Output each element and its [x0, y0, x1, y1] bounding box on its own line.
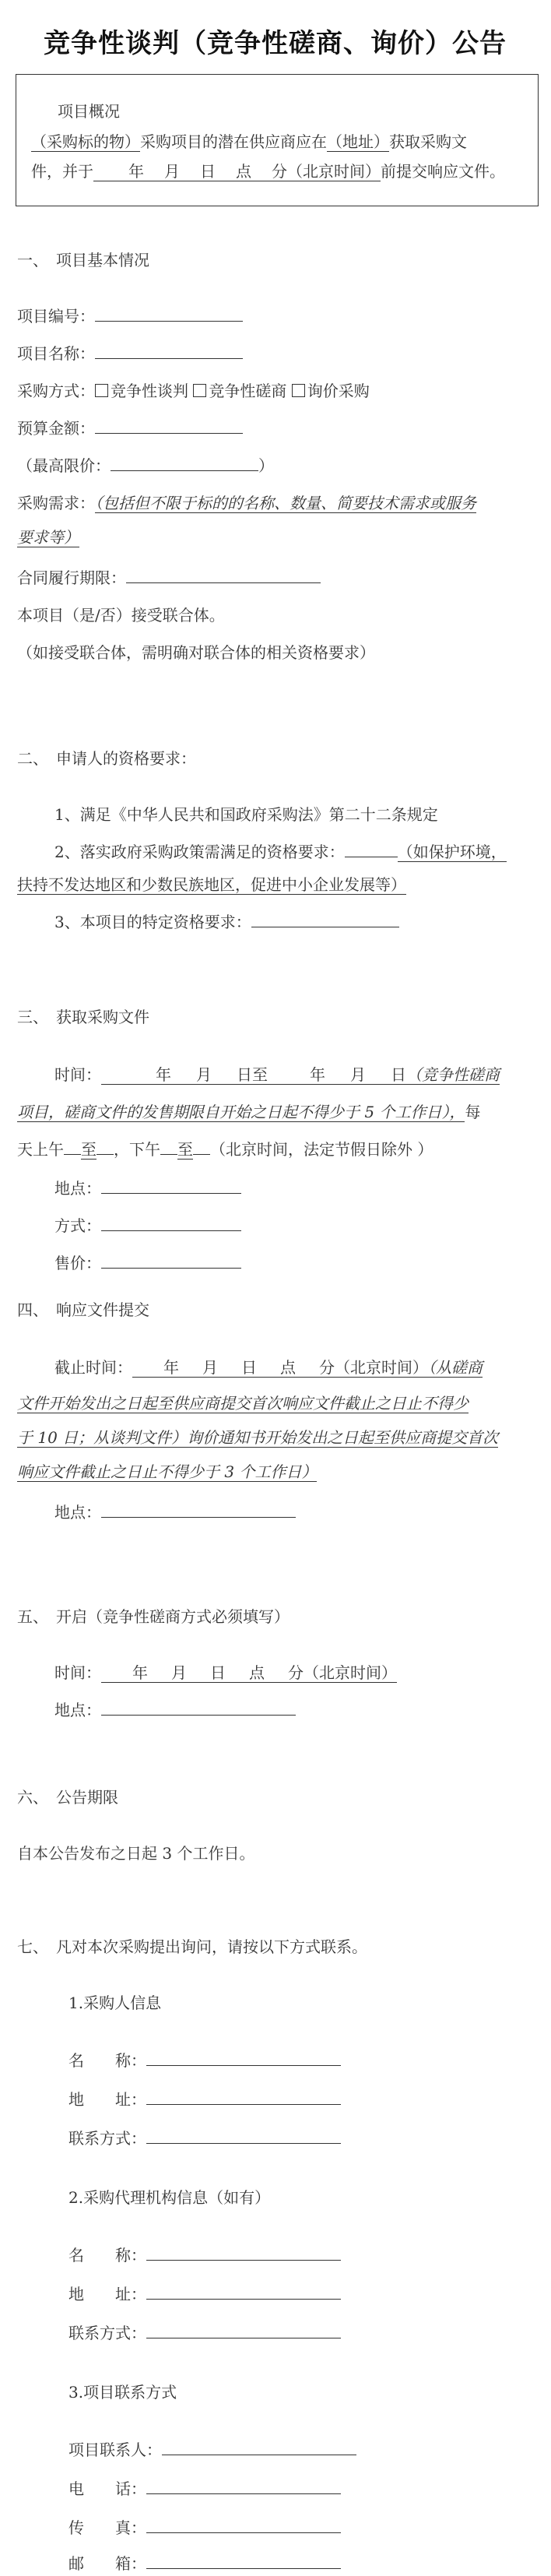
- overview-subject: （采购标的物）: [31, 132, 140, 151]
- demand-field-cont: 要求等）: [17, 528, 79, 547]
- deadline-note-3: 于 10 日；从谈判文件）询价通知书开始发出之日起至供应商提交首次: [17, 1428, 499, 1447]
- project-contact-person: 项目联系人：: [68, 2437, 356, 2460]
- project-name-field: 项目名称：: [17, 341, 243, 364]
- overview-heading: 项目概况: [58, 102, 120, 121]
- obtain-place: 地点：: [54, 1176, 241, 1198]
- overview-line-2: 件，并于 年 月 日 点 分（北京时间）前提交响应文件。: [31, 162, 505, 181]
- section-7-heading: 七、 凡对本次采购提出询问，请按以下方式联系。: [17, 1937, 367, 1956]
- method-checkbox-inquiry[interactable]: [292, 384, 305, 397]
- project-contact-heading: 3.项目联系方式: [68, 2383, 177, 2402]
- overview-deadline: 年 月 日 点 分（北京时间）: [93, 162, 381, 181]
- requirement-3: 3、本项目的特定资格要求：: [54, 910, 399, 932]
- obtain-time-note: 项目，磋商文件的发售期限自开始之日起不得少于 5 个工作日），每: [17, 1103, 481, 1121]
- contract-period-field: 合同履行期限：: [17, 565, 321, 588]
- submit-place: 地点：: [54, 1500, 296, 1522]
- obtain-time-line: 时间： 年 月 日至 年 月 日（竞争性磋商: [54, 1065, 500, 1084]
- deadline-note-2: 文件开始发出之日起至供应商提交首次响应文件截止之日止不得少: [17, 1394, 469, 1413]
- overview-address: （地址）: [327, 132, 389, 151]
- agency-address: 地 址：: [68, 2282, 341, 2304]
- method-checkbox-consultation[interactable]: [193, 384, 206, 397]
- purchaser-name: 名 称：: [68, 2048, 341, 2071]
- project-contact-phone: 电 话：: [68, 2476, 341, 2499]
- obtain-price: 售价：: [54, 1251, 241, 1273]
- consortium-note: （如接受联合体，需明确对联合体的相关资格要求）: [17, 643, 375, 662]
- project-contact-fax: 传 真：: [68, 2515, 341, 2538]
- section-6-heading: 六、 公告期限: [17, 1788, 118, 1807]
- section-3-heading: 三、 获取采购文件: [17, 1008, 149, 1026]
- section-5-heading: 五、 开启（竞争性磋商方式必须填写）: [17, 1607, 290, 1626]
- requirement-1: 1、满足《中华人民共和国政府采购法》第二十二条规定: [54, 805, 438, 824]
- procurement-method-field: 采购方式： 竞争性谈判 竞争性磋商 询价采购: [17, 382, 370, 400]
- section-2-heading: 二、 申请人的资格要求：: [17, 749, 196, 768]
- demand-field: 采购需求：（包括但不限于标的的名称、数量、简要技术需求或服务: [17, 494, 476, 512]
- method-checkbox-negotiation[interactable]: [95, 384, 108, 397]
- agency-name: 名 称：: [68, 2243, 341, 2265]
- deadline-line: 截止时间： 年 月 日 点 分（北京时间）（从磋商: [54, 1358, 483, 1377]
- requirement-2: 2、落实政府采购政策需满足的资格要求： （如保护环境，: [54, 843, 507, 861]
- purchaser-address: 地 址：: [68, 2087, 341, 2110]
- opening-place: 地点：: [54, 1698, 296, 1720]
- obtain-way: 方式：: [54, 1213, 241, 1236]
- max-price-field: （最高限价： ）: [17, 456, 274, 475]
- purchaser-contact: 联系方式：: [68, 2126, 341, 2148]
- opening-time: 时间： 年 月 日 点 分（北京时间）: [54, 1663, 397, 1682]
- agency-contact: 联系方式：: [68, 2321, 341, 2343]
- section-4-heading: 四、 响应文件提交: [17, 1300, 149, 1319]
- agency-info-heading: 2.采购代理机构信息（如有）: [68, 2188, 271, 2207]
- overview-line-1: （采购标的物）采购项目的潜在供应商应在（地址）获取采购文: [31, 132, 467, 151]
- notice-period-text: 自本公告发布之日起 3 个工作日。: [17, 1844, 255, 1863]
- consortium-text: 本项目（是/否）接受联合体。: [17, 606, 225, 625]
- page-title: 竞争性谈判（竞争性磋商、询价）公告: [44, 28, 507, 59]
- purchaser-info-heading: 1.采购人信息: [68, 1994, 162, 2012]
- deadline-note-4: 响应文件截止之日止不得少于 3 个工作日）: [17, 1462, 318, 1481]
- budget-field: 预算金额：: [17, 416, 243, 438]
- requirement-2-cont: 扶持不发达地区和少数民族地区，促进中小企业发展等）: [17, 875, 406, 894]
- obtain-hours: 天上午 至 ，下午 至 （北京时间，法定节假日除外 ）: [17, 1140, 433, 1159]
- project-no-field: 项目编号：: [17, 304, 243, 326]
- project-contact-email: 邮 箱：: [68, 2551, 341, 2574]
- section-1-heading: 一、 项目基本情况: [17, 251, 149, 269]
